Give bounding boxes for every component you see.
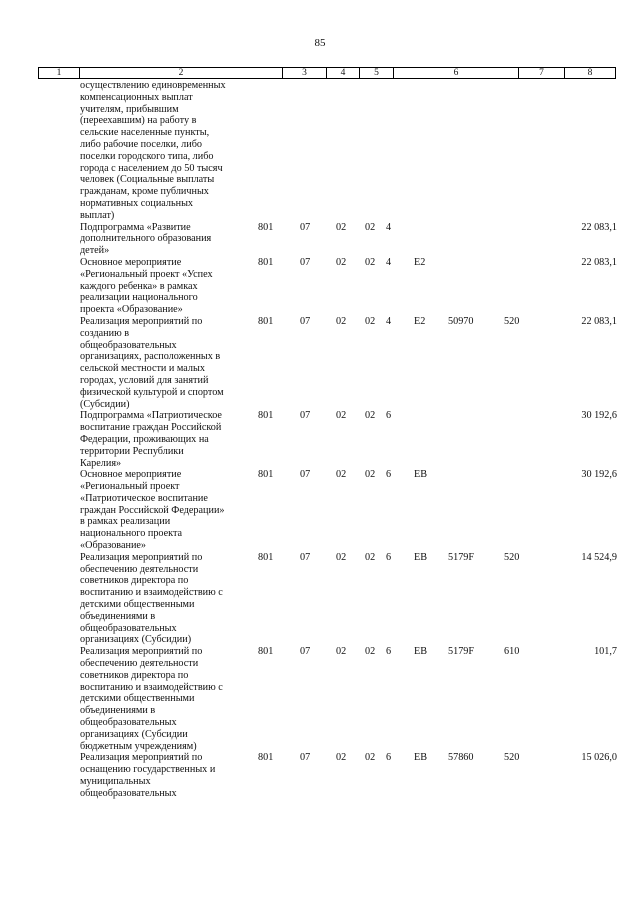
row-name: осуществлению единовременных компенсационных выплат учителям, прибывшим (переехавшим) на работу в сельские населенные пункты, либо рабочие поселки, либо поселки городского типа, либо города с населением до 50 тысяч человек (Социальные выплаты гражданам, кроме публичных нормативных социальных выплат) (80, 80, 226, 221)
table-row (0, 316, 640, 410)
cell-col-6b: 6 (386, 469, 392, 481)
cell-col-6b: 4 (386, 315, 392, 327)
row-name: Основное мероприятие «Региональный проект «Патриотическое воспитание граждан Российской Федерации» в рамках реализации национального проекта «Образование» (80, 469, 225, 552)
table-row (0, 552, 640, 646)
page-number: 85 (314, 37, 326, 49)
cell-col-6a: 02 (365, 469, 376, 481)
table-row (0, 257, 640, 316)
row-name: Реализация мероприятий по обеспечению деятельности советников директора по воспитанию и взаимодействию с детскими общественными объединениями в общеобразовательных организациях (Субсидии бюджетным учреждениям) (80, 646, 223, 752)
cell-col-6a: 02 (365, 646, 376, 658)
header-col-2: 2 (80, 68, 283, 78)
header-col-5: 5 (360, 68, 394, 78)
cell-col-8: 101,7 (594, 646, 617, 658)
cell-col-5: 02 (336, 752, 347, 764)
table-row (0, 80, 640, 222)
header-col-1: 1 (39, 68, 80, 78)
header-col-3: 3 (283, 68, 327, 78)
cell-col-5: 02 (336, 410, 347, 422)
cell-col-5: 02 (336, 646, 347, 658)
cell-col-3: 801 (258, 315, 274, 327)
cell-col-6c: EB (414, 551, 428, 563)
table-row (0, 222, 640, 257)
cell-col-6c: EB (414, 646, 428, 658)
cell-col-6a: 02 (365, 221, 376, 233)
cell-col-6a: 02 (365, 315, 376, 327)
cell-col-6a: 02 (365, 410, 376, 422)
header-col-6: 6 (394, 68, 519, 78)
cell-col-6c: EB (414, 752, 428, 764)
cell-col-6a: 02 (365, 551, 376, 563)
table-header (38, 67, 616, 79)
cell-col-4: 07 (300, 752, 311, 764)
cell-col-6b: 6 (386, 410, 392, 422)
cell-col-6b: 6 (386, 646, 392, 658)
cell-col-5: 02 (336, 315, 347, 327)
cell-col-7a: 5179F (448, 646, 475, 658)
cell-col-8: 14 524,9 (581, 551, 617, 563)
cell-col-6a: 02 (365, 256, 376, 268)
cell-col-4: 07 (300, 221, 311, 233)
header-col-7: 7 (519, 68, 565, 78)
cell-col-3: 801 (258, 646, 274, 658)
row-name: Реализация мероприятий по обеспечению деятельности советников директора по воспитанию и взаимодействию с детскими общественными объединениями в общеобразовательных организациях (Субсидии) (80, 551, 223, 646)
cell-col-4: 07 (300, 646, 311, 658)
cell-col-4: 07 (300, 410, 311, 422)
cell-col-6c: E2 (414, 315, 426, 327)
cell-col-3: 801 (258, 221, 274, 233)
cell-col-7b: 520 (504, 315, 520, 327)
row-name: Реализация мероприятий по созданию в общеобразовательных организациях, расположенных в сельской местности и малых городах, условий для занятий физической культурой и спортом (Субсидии) (80, 315, 224, 410)
cell-col-7a: 57860 (448, 752, 474, 764)
row-name: Основное мероприятие «Региональный проект «Успех каждого ребенка» в рамках реализации национального проекта «Образование» (80, 256, 213, 316)
cell-col-6b: 4 (386, 256, 392, 268)
cell-col-8: 30 192,6 (581, 469, 617, 481)
cell-col-7a: 5179F (448, 551, 475, 563)
cell-col-8: 22 083,1 (581, 315, 617, 327)
cell-col-3: 801 (258, 410, 274, 422)
cell-col-6b: 6 (386, 752, 392, 764)
cell-col-6b: 6 (386, 551, 392, 563)
table-row (0, 646, 640, 752)
row-name: Подпрограмма «Патриотическое воспитание граждан Российской Федерации, проживающих на территории Республики Карелия» (80, 410, 222, 469)
cell-col-8: 22 083,1 (581, 221, 617, 233)
row-name: Подпрограмма «Развитие дополнительного образования детей» (80, 221, 212, 257)
cell-col-3: 801 (258, 469, 274, 481)
cell-col-3: 801 (258, 256, 274, 268)
cell-col-4: 07 (300, 256, 311, 268)
cell-col-5: 02 (336, 551, 347, 563)
cell-col-7b: 610 (504, 646, 520, 658)
cell-col-8: 30 192,6 (581, 410, 617, 422)
cell-col-5: 02 (336, 221, 347, 233)
cell-col-4: 07 (300, 315, 311, 327)
cell-col-8: 15 026,0 (581, 752, 617, 764)
cell-col-7b: 520 (504, 752, 520, 764)
cell-col-7b: 520 (504, 551, 520, 563)
cell-col-7a: 50970 (448, 315, 474, 327)
table-row (0, 410, 640, 469)
cell-col-5: 02 (336, 469, 347, 481)
cell-col-6a: 02 (365, 752, 376, 764)
table-row (0, 469, 640, 552)
cell-col-8: 22 083,1 (581, 256, 617, 268)
table-row (0, 752, 640, 799)
cell-col-3: 801 (258, 551, 274, 563)
cell-col-6c: E2 (414, 256, 426, 268)
cell-col-4: 07 (300, 469, 311, 481)
cell-col-4: 07 (300, 551, 311, 563)
header-col-8: 8 (587, 68, 593, 78)
cell-col-3: 801 (258, 752, 274, 764)
cell-col-5: 02 (336, 256, 347, 268)
row-name: Реализация мероприятий по оснащению государственных и муниципальных общеобразовательных (80, 752, 216, 799)
cell-col-6b: 4 (386, 221, 392, 233)
cell-col-6c: EB (414, 469, 428, 481)
header-col-4: 4 (327, 68, 360, 78)
table-body (0, 80, 640, 800)
